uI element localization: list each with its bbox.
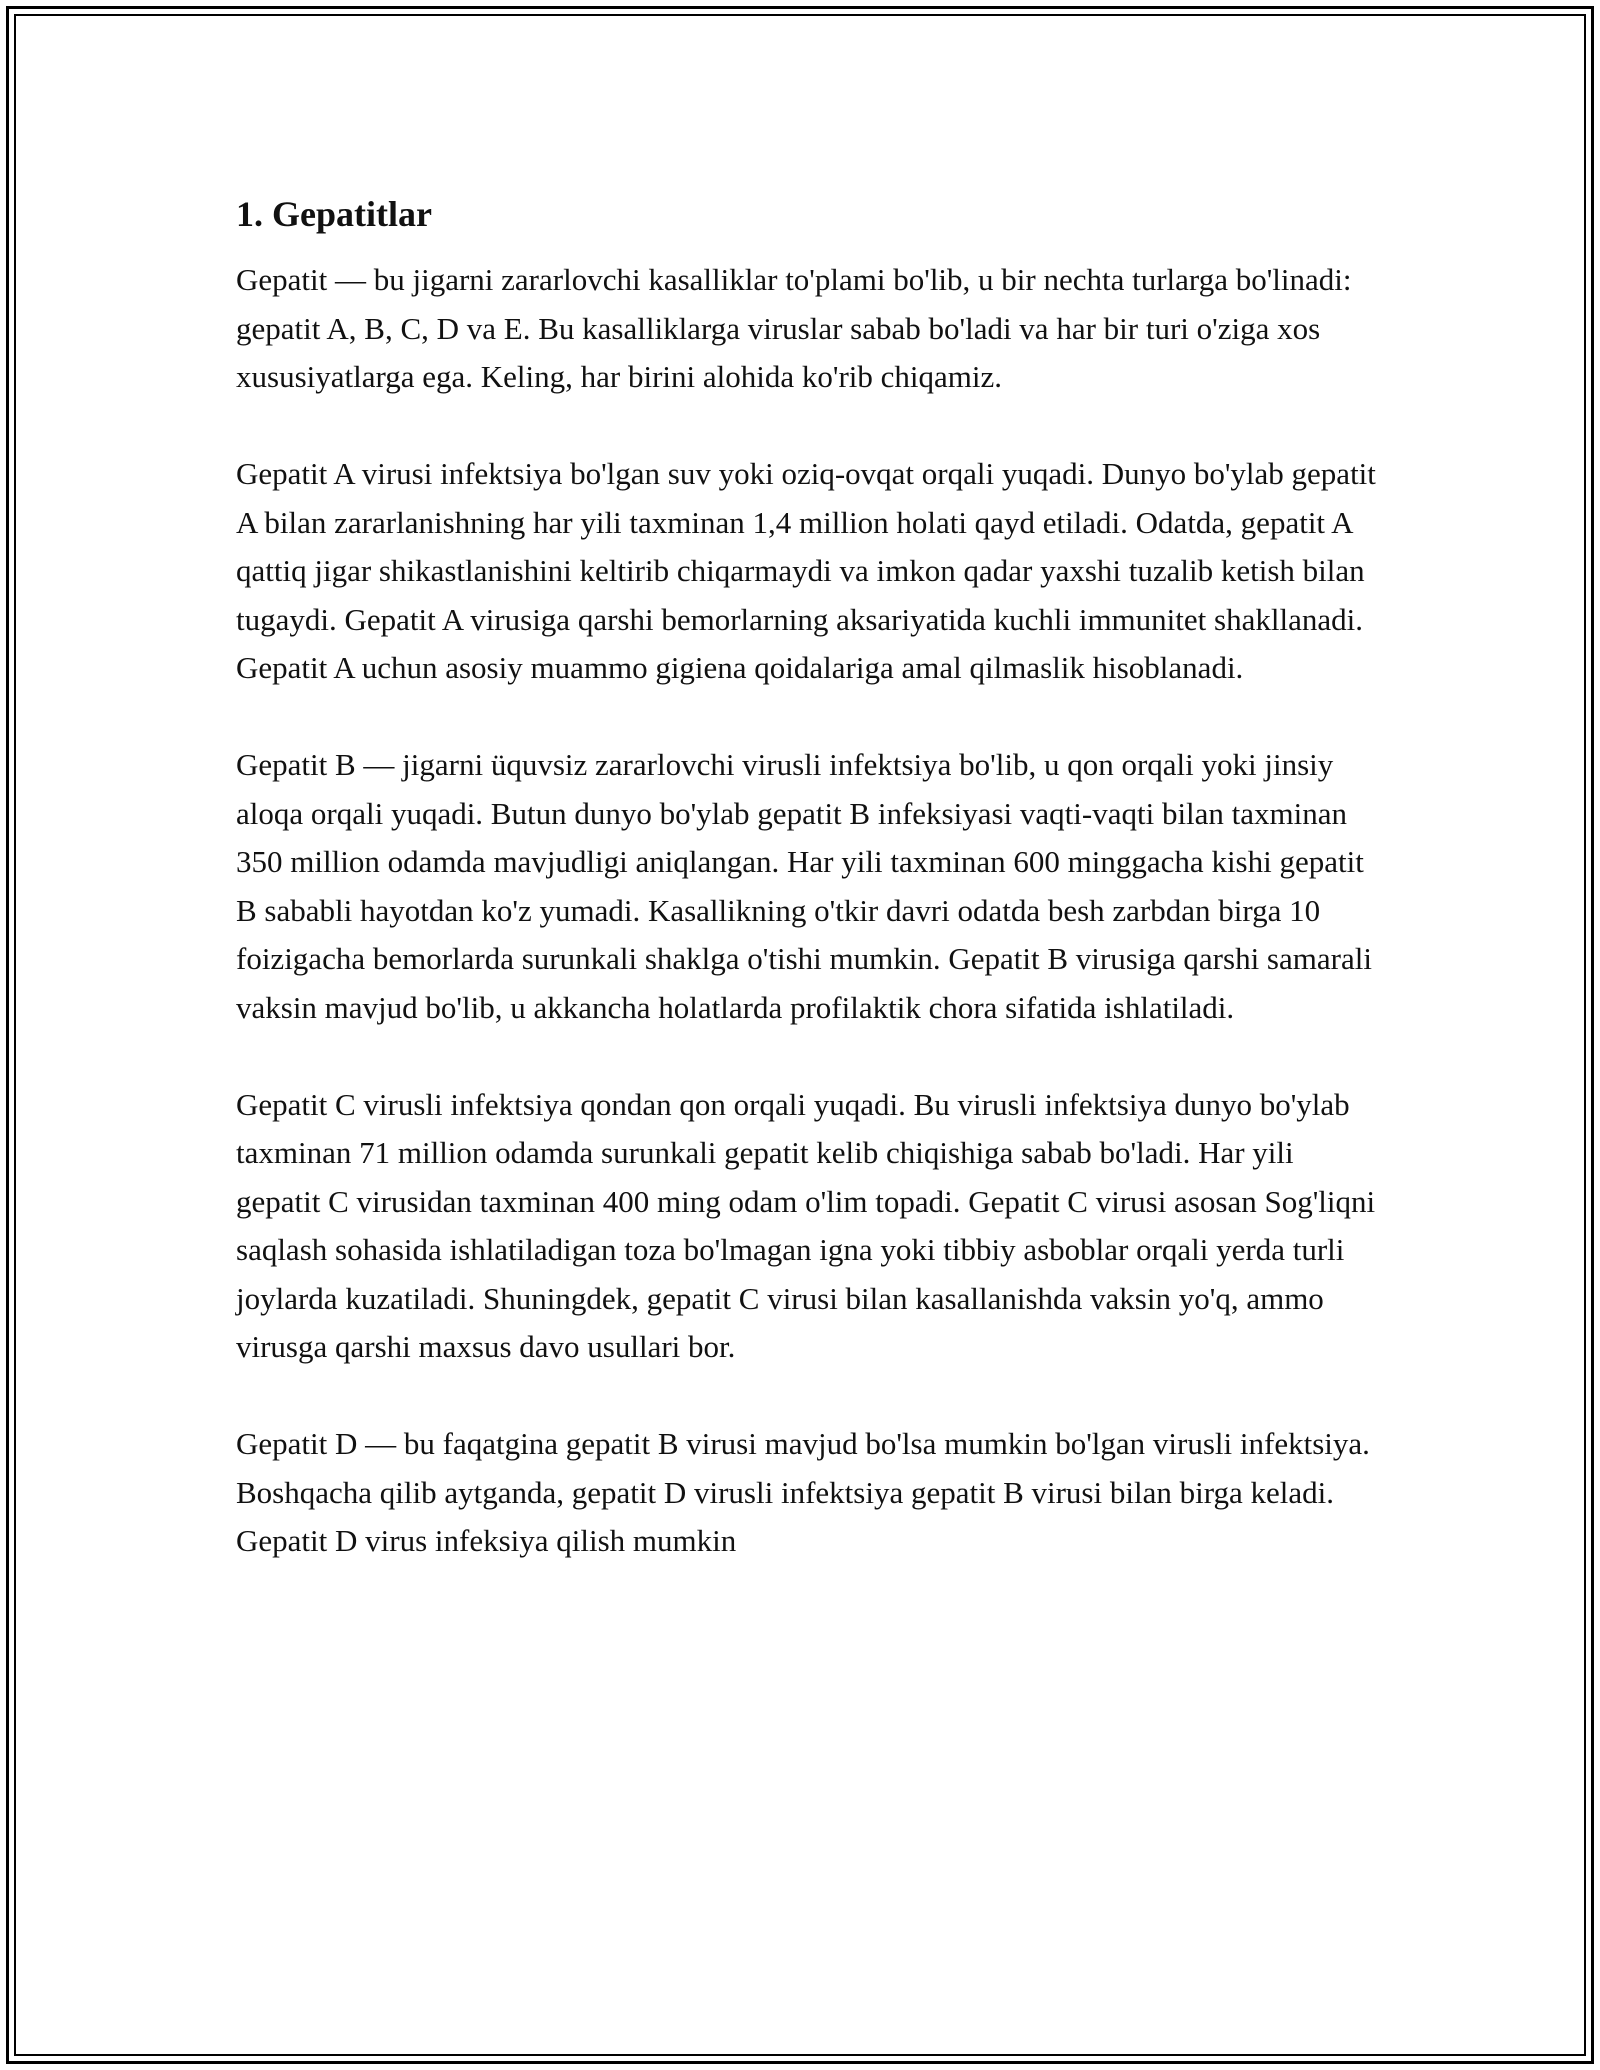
paragraph-intro: Gepatit — bu jigarni zararlovchi kasalliklar to'plami bo'lib, u bir nechta turlarga bo'linadi: gepatit A, B, C, D va E. Bu kasalliklarga viruslar sabab bo'ladi va har bir turi o'ziga xos xususiyatlarga ega. Keling, har birini alohida ko'rib chiqamiz. [236, 262, 1352, 394]
document-body [236, 188, 1376, 1614]
page-title: 1. Gepatitlar [236, 194, 432, 234]
paragraph-hepatitis-a: Gepatit A virusi infektsiya bo'lgan suv yoki oziq-ovqat orqali yuqadi. Dunyo bo'ylab gepatit A bilan zararlanishning har yili taxminan 1,4 million holati qayd etiladi. Odatda, gepatit A qattiq jigar shikastlanishini keltirib chiqarmaydi va imkon qadar yaxshi tuzalib ketish bilan tugaydi. Gepatit A virusiga qarshi bemorlarning aksariyatida kuchli immunitet shakllanadi. Gepatit A uchun asosiy muammo gigiena qoidalariga amal qilmaslik hisoblanadi. [236, 456, 1376, 685]
paragraph-hepatitis-b: Gepatit B — jigarni üquvsiz zararlovchi virusli infektsiya bo'lib, u qon orqali yoki jinsiy aloqa orqali yuqadi. Butun dunyo bo'ylab gepatit B infeksiyasi vaqti-vaqti bilan taxminan 350 million odamda mavjudligi aniqlangan. Har yili taxminan 600 minggacha kishi gepatit B sababli hayotdan ko'z yumadi. Kasallikning o'tkir davri odatda besh zarbdan birga 10 foizigacha bemorlarda surunkali shaklga o'tishi mumkin. Gepatit B virusiga qarshi samarali vaksin mavjud bo'lib, u akkancha holatlarda profilaktik chora sifatida ishlatiladi. [236, 747, 1372, 1025]
paragraph-hepatitis-c: Gepatit C virusli infektsiya qondan qon orqali yuqadi. Bu virusli infektsiya dunyo bo'ylab taxminan 71 million odamda surunkali gepatit kelib chiqishiga sabab bo'ladi. Har yili gepatit C virusidan taxminan 400 ming odam o'lim topadi. Gepatit C virusi asosan Sog'liqni saqlash sohasida ishlatiladigan toza bo'lmagan igna yoki tibbiy asboblar orqali yerda turli joylarda kuzatiladi. Shuningdek, gepatit C virusi bilan kasallanishda vaksin yo'q, ammo virusga qarshi maxsus davo usullari bor. [236, 1086, 1376, 1364]
paragraph-hepatitis-d: Gepatit D — bu faqatgina gepatit B virusi mavjud bo'lsa mumkin bo'lgan virusli infektsiya. Boshqacha qilib aytganda, gepatit D virusli infektsiya gepatit B virusi bilan birga keladi. Gepatit D virus infeksiya qilish mumkin [236, 1426, 1370, 1558]
